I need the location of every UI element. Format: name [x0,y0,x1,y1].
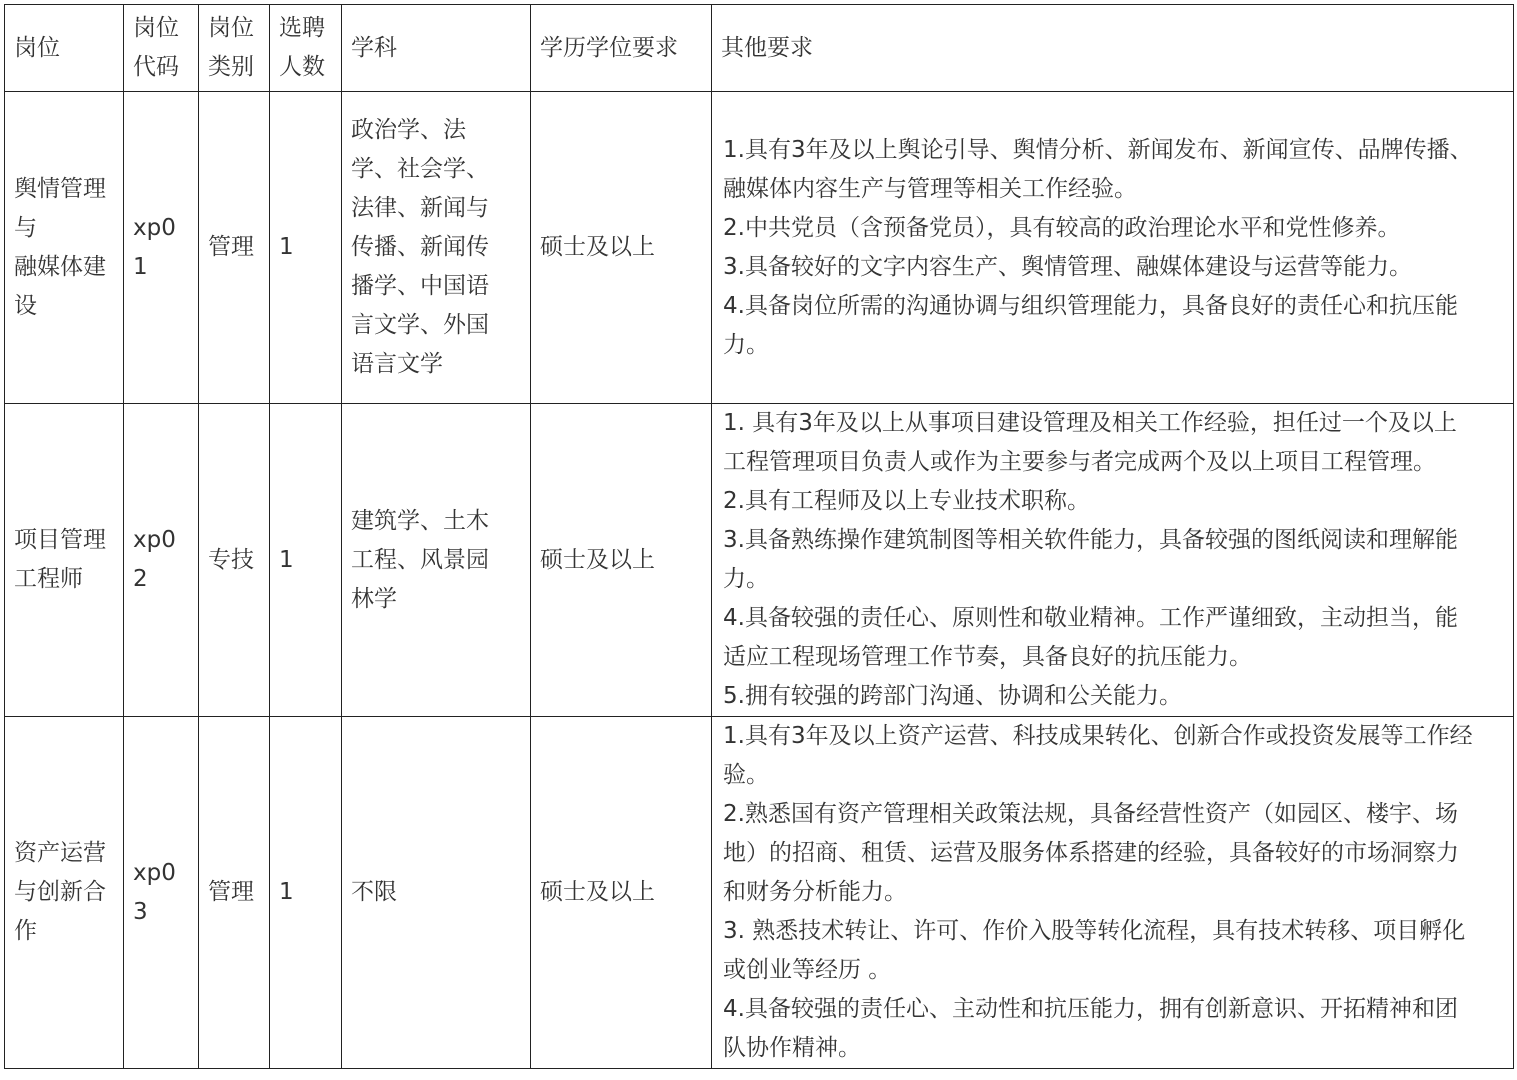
header-other: 其他要求 [712,5,1514,92]
type-cell: 管理 [199,717,270,1069]
position-cell: 项目管理 工程师 [5,404,124,717]
code-cell: xp02 [124,404,199,717]
subject-cell: 建筑学、土木 工程、风景园 林学 [342,404,531,717]
header-row [5,5,1514,92]
requirements-cell: 1.具有3年及以上舆论引导、舆情分析、新闻发布、新闻宣传、品牌传播、 融媒体内容生产与管理等相关工作经验。 2.中共党员（含预备党员），具有较高的政治理论水平和党性修养。 3.具备较好的文字内容生产、舆情管理、融媒体建设与运营等能力。 4.具备岗位所需的沟通协调与组织管理能力，具备良好的责任心和抗压能 力。 [712,92,1514,404]
position-cell: 资产运营 与创新合 作 [5,717,124,1069]
code-cell: xp01 [124,92,199,404]
header-degree: 学历学位要求 [531,5,712,92]
count-cell: 1 [270,717,342,1069]
subject-cell: 政治学、法 学、社会学、 法律、新闻与 传播、新闻传 播学、中国语 言文学、外国 语言文学 [342,92,531,404]
count-cell: 1 [270,92,342,404]
header-subject: 学科 [342,5,531,92]
degree-cell: 硕士及以上 [531,92,712,404]
header-code: 岗位 代码 [124,5,199,92]
requirements-cell: 1.具有3年及以上资产运营、科技成果转化、创新合作或投资发展等工作经 验。 2.熟悉国有资产管理相关政策法规，具备经营性资产（如园区、楼宇、场 地）的招商、租赁、运营及服务体系搭建的经验，具备较好的市场洞察力 和财务分析能力。 3. 熟悉技术转让、许可、作价入股等转化流程，具有技术转移、项目孵化 或创业等经历 。 4.具备较强的责任心、主动性和抗压能力，拥有创新意识、开拓精神和团 队协作精神。 [712,717,1514,1069]
requirements-table [4,4,1514,1069]
table-row [5,717,1514,1069]
table-row [5,92,1514,404]
subject-cell: 不限 [342,717,531,1069]
table-row [5,404,1514,717]
header-count: 选聘 人数 [270,5,342,92]
degree-cell: 硕士及以上 [531,404,712,717]
requirements-cell: 1. 具有3年及以上从事项目建设管理及相关工作经验，担任过一个及以上 工程管理项目负责人或作为主要参与者完成两个及以上项目工程管理。 2.具有工程师及以上专业技术职称。 3.具备熟练操作建筑制图等相关软件能力，具备较强的图纸阅读和理解能 力。 4.具备较强的责任心、原则性和敬业精神。工作严谨细致，主动担当，能 适应工程现场管理工作节奏，具备良好的抗压能力。 5.拥有较强的跨部门沟通、协调和公关能力。 [712,404,1514,717]
header-type: 岗位 类别 [199,5,270,92]
count-cell: 1 [270,404,342,717]
code-cell: xp03 [124,717,199,1069]
position-cell: 舆情管理 与 融媒体建 设 [5,92,124,404]
type-cell: 专技 [199,404,270,717]
degree-cell: 硕士及以上 [531,717,712,1069]
type-cell: 管理 [199,92,270,404]
header-position: 岗位 [5,5,124,92]
